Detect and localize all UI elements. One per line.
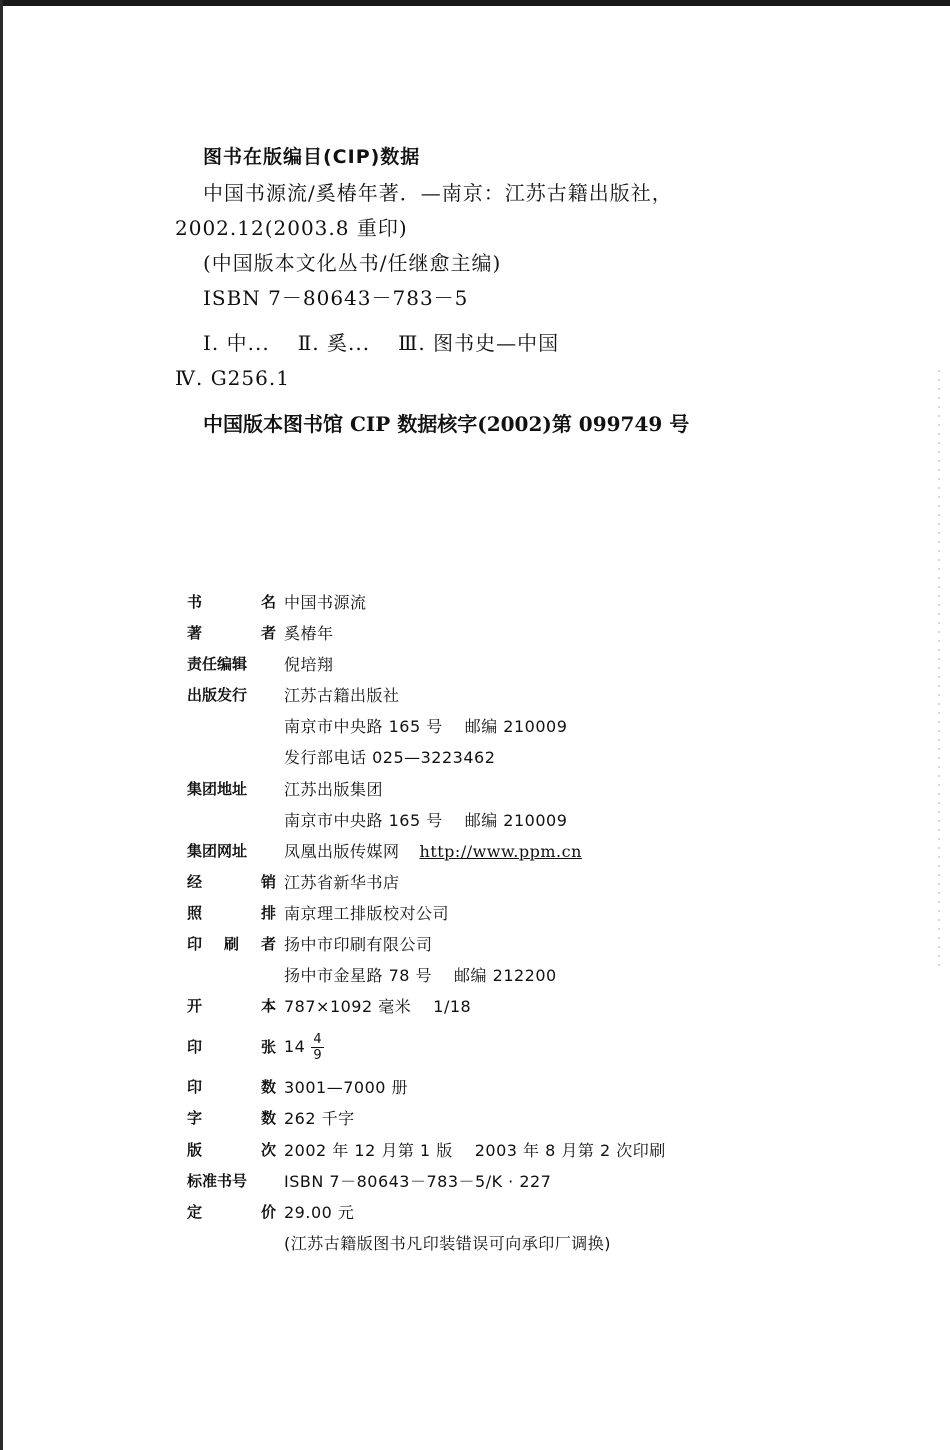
cip-class-1: Ⅰ. 中...: [203, 331, 270, 355]
publisher-label: 出版发行: [187, 686, 248, 705]
label-char: 数: [260, 1078, 276, 1097]
label-char: 印: [187, 1038, 203, 1057]
cip-class-2: Ⅱ. 奚...: [297, 331, 371, 355]
cip-date-line: 2002.12(2003.8 重印): [175, 216, 408, 240]
printer-address: 扬中市金星路 78 号: [284, 966, 433, 986]
isbn-label: 标准书号: [187, 1171, 248, 1190]
colophon-row-isbn: [187, 1166, 787, 1197]
label-char: 印: [187, 935, 203, 954]
cip-heading: 图书在版编目(CIP)数据: [203, 146, 421, 168]
cip-classification-line: [203, 326, 875, 361]
price-value: 29.00 元: [284, 1202, 355, 1222]
sheets-fraction: [311, 1032, 324, 1063]
cip-approval-number: 中国版本图书馆 CIP 数据核字(2002)第 099749 号: [203, 412, 690, 436]
colophon-row-price: [187, 1197, 787, 1228]
left-border-rule: [0, 0, 3, 1450]
isbn-value: ISBN 7－80643－783－5/K · 227: [284, 1171, 552, 1191]
top-border-rule: [0, 0, 950, 6]
label-char: 定: [187, 1202, 203, 1221]
publisher-address: 南京市中央路 165 号: [284, 717, 443, 737]
colophon-row-title: [187, 587, 787, 618]
publisher-phone: 发行部电话 025—3223462: [284, 748, 496, 768]
fold-format: 1/18: [433, 997, 472, 1017]
cip-class-3: Ⅲ. 图书史—中国: [398, 331, 560, 355]
label-char: 者: [260, 624, 276, 643]
sheets-denominator: 9: [313, 1048, 323, 1064]
group-site-name: 凤凰出版传媒网: [284, 841, 400, 861]
label-char: 本: [260, 997, 276, 1016]
colophon-row-format: [187, 991, 787, 1022]
label-char: 次: [260, 1140, 276, 1159]
group-address-label: 集团地址: [187, 779, 248, 798]
colophon-row-publisher-address: [187, 711, 787, 742]
label-char: 销: [260, 872, 276, 891]
group-postcode: 邮编 210009: [464, 810, 568, 830]
label-char: 著: [187, 624, 203, 643]
author-name: 奚椿年: [284, 624, 334, 644]
colophon-row-publisher: [187, 680, 787, 711]
label-char: 排: [260, 903, 276, 922]
label-char: 书: [187, 593, 203, 611]
printer-name: 扬中市印刷有限公司: [284, 935, 433, 955]
cip-class-4: Ⅳ. G256.1: [175, 366, 290, 390]
reprint-date: 2003 年 8 月第 2 次印刷: [474, 1140, 666, 1160]
distributor-name: 江苏省新华书店: [284, 872, 400, 892]
label-char: 刷: [223, 935, 239, 954]
cip-title-line: 中国书源流/奚椿年著．—南京：江苏古籍出版社，: [203, 181, 673, 205]
colophon-row-group-site: [187, 836, 787, 867]
colophon-row-distributor: [187, 867, 787, 898]
label-char: 数: [260, 1109, 276, 1128]
cip-series-line: (中国版本文化丛书/任继愈主编): [203, 251, 502, 275]
colophon-row-sheets: [187, 1022, 787, 1072]
printer-postcode: 邮编 212200: [454, 966, 557, 986]
colophon-block: [187, 587, 787, 1259]
label-char: 版: [187, 1140, 203, 1159]
editor-name: 倪培翔: [284, 655, 334, 675]
group-site-label: 集团网址: [187, 841, 248, 860]
edition-date: 2002 年 12 月第 1 版: [284, 1140, 453, 1160]
colophon-row-typesetting: [187, 898, 787, 929]
paper-size: 787×1092 毫米: [284, 997, 412, 1017]
colophon-row-note: [187, 1228, 787, 1259]
label-char: 照: [187, 903, 203, 922]
group-address: 南京市中央路 165 号: [284, 810, 443, 830]
cip-data-block: [175, 138, 875, 442]
colophon-row-word-count: [187, 1103, 787, 1134]
colophon-row-author: [187, 618, 787, 649]
replacement-note: (江苏古籍版图书凡印装错误可向承印厂调换): [284, 1233, 611, 1253]
colophon-row-publisher-phone: [187, 742, 787, 773]
book-title: 中国书源流: [284, 593, 367, 612]
group-site-url[interactable]: http://www.ppm.cn: [419, 841, 582, 861]
label-char: 者: [260, 935, 276, 954]
scan-speckle: [938, 370, 940, 970]
label-char: 印: [187, 1078, 203, 1097]
colophon-row-edition: [187, 1135, 787, 1166]
colophon-row-printer: [187, 929, 787, 960]
editor-label: 责任编辑: [187, 655, 248, 674]
label-char: 经: [187, 872, 203, 891]
publisher-postcode: 邮编 210009: [464, 717, 568, 737]
typesetter-name: 南京理工排版校对公司: [284, 903, 450, 923]
publisher-name: 江苏古籍出版社: [284, 686, 400, 706]
colophon-row-printer-address: [187, 960, 787, 991]
colophon-row-group-address: [187, 774, 787, 805]
word-count: 262 千字: [284, 1109, 355, 1129]
sheets-numerator: 4: [313, 1032, 323, 1048]
label-char: 名: [260, 593, 276, 611]
print-run: 3001—7000 册: [284, 1078, 409, 1098]
label-char: 字: [187, 1109, 203, 1128]
colophon-row-print-run: [187, 1072, 787, 1103]
group-name: 江苏出版集团: [284, 779, 384, 799]
label-char: 开: [187, 997, 203, 1016]
colophon-row-editor: [187, 649, 787, 680]
label-char: 价: [260, 1202, 276, 1221]
sheets-whole: 14: [284, 1037, 306, 1057]
colophon-row-group-street: [187, 805, 787, 836]
label-char: 张: [260, 1038, 276, 1057]
cip-isbn-line: ISBN 7－80643－783－5: [203, 286, 469, 310]
